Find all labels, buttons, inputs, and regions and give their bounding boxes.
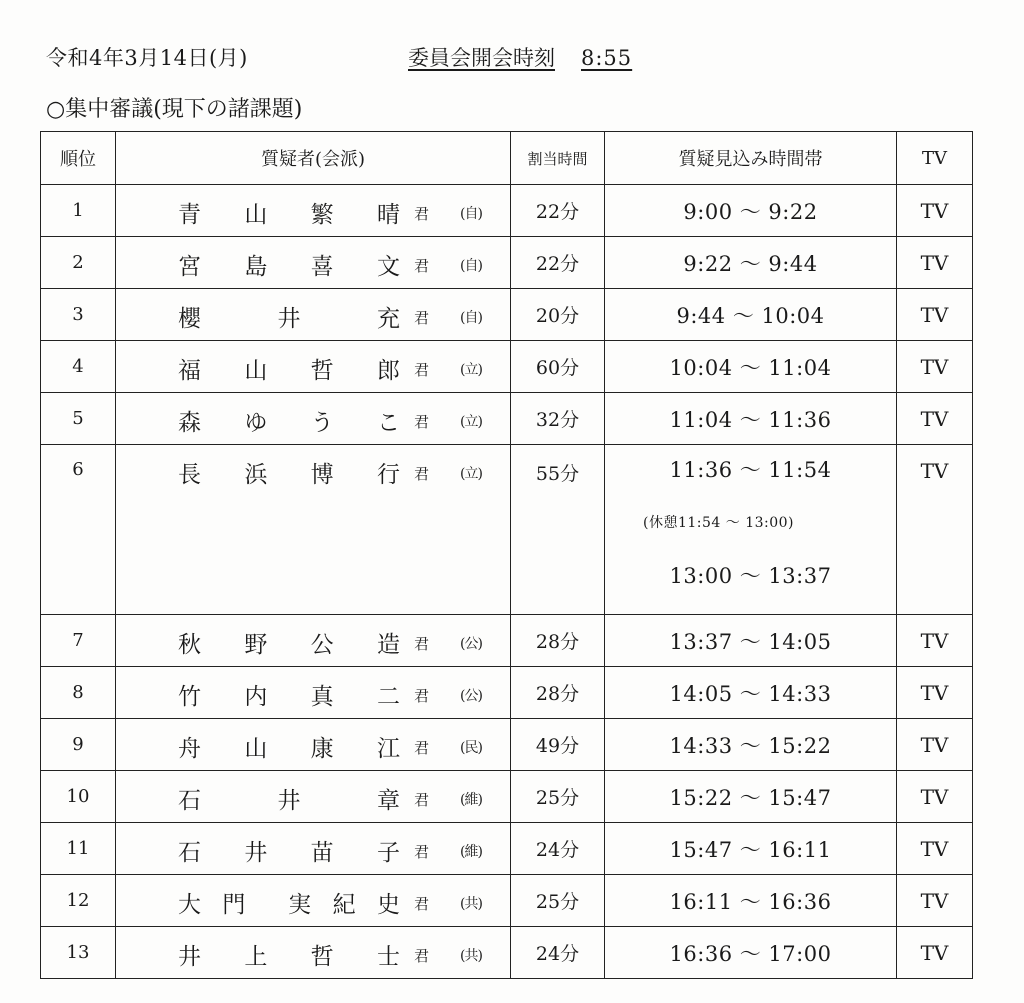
table-row [41,445,973,615]
questioner-name-char: 紀 [332,892,356,918]
time-slot: 10:04 〜 11:04 [669,355,832,380]
rank-cell: 4 [41,341,116,393]
time-slot: 16:11 〜 16:36 [669,889,832,914]
rank-cell: 10 [41,771,116,823]
party-badge: (維) [460,792,482,808]
tv-cell: TV [897,393,973,445]
questioner-name-char: 井 [178,944,201,970]
questioner-name-char: 史 [376,892,400,918]
questioner-name-char: 秋 [178,632,201,658]
time-slot-cell [605,289,897,341]
questioner-name-char: 竹 [178,684,201,710]
questioner-name-char: 島 [244,254,268,280]
table-row [41,823,973,875]
questioner-cell [116,237,511,289]
table-row [41,341,973,393]
honorific: 君 [414,309,430,327]
party-badge: (共) [460,948,482,964]
questioner-name-char: 山 [244,736,268,762]
header-timeslot: 質疑見込み時間帯 [605,132,897,185]
questioner-name-char: 郎 [376,358,400,384]
honorific: 君 [414,205,430,223]
questioner-name-char: 章 [377,788,400,814]
tv-cell: TV [897,615,973,667]
recess-note: (休憩11:54 〜 13:00) [643,515,795,531]
table-row [41,667,973,719]
table-row [41,875,973,927]
rank-cell: 12 [41,875,116,927]
tv-cell: TV [897,771,973,823]
party-badge: (立) [460,362,482,378]
tv-cell: TV [897,445,973,615]
questioner-name-char: 長 [178,462,201,488]
allotted-time-cell: 32分 [511,393,605,445]
questioner-name-char: 内 [244,684,268,710]
questioner-name-char: 大 [178,892,201,918]
tv-cell: TV [897,823,973,875]
honorific: 君 [414,361,430,379]
allotted-time-cell: 20分 [511,289,605,341]
questioner-name-char: 井 [244,840,268,866]
rank-cell: 5 [41,393,116,445]
questioner-name [178,404,400,437]
party-badge: (自) [460,310,482,326]
honorific: 君 [414,895,430,913]
rank-cell: 6 [41,445,116,615]
allotted-time-cell: 60分 [511,341,605,393]
honorific: 君 [414,465,430,483]
questioner-name-char: 行 [376,462,400,488]
rank-cell: 9 [41,719,116,771]
questioner-cell [116,771,511,823]
time-slot-cell [605,185,897,237]
questioner-name-char: 江 [376,736,400,762]
allotted-time-cell: 24分 [511,823,605,875]
rank-cell: 3 [41,289,116,341]
questioner-name-char: 二 [376,684,400,710]
party-badge: (公) [460,636,482,652]
questioner-name [178,196,400,229]
questioner-cell [116,667,511,719]
tv-cell: TV [897,237,973,289]
allotted-time-cell: 22分 [511,185,605,237]
questioner-name-char: 青 [178,202,201,228]
questioner-name [178,678,400,711]
tv-cell: TV [897,875,973,927]
party-badge: (自) [460,206,482,222]
questioner-name-char: 充 [377,306,400,332]
table-row [41,719,973,771]
questioner-name-char: 博 [310,462,334,488]
questioner-name-char: 福 [178,358,201,384]
table-row [41,393,973,445]
questioner-cell [116,393,511,445]
questioner-name-char: 宮 [178,254,201,280]
questioner-name-char: 舟 [178,736,201,762]
questioner-cell [116,445,511,615]
time-slot-resumed: 13:00 〜 13:37 [669,564,832,588]
questioner-name [178,248,400,281]
table-row [41,927,973,979]
questioner-cell [116,615,511,667]
questioner-name-char: 文 [376,254,400,280]
tv-cell: TV [897,185,973,237]
honorific: 君 [414,791,430,809]
questioner-name-char: 繁 [310,202,334,228]
rank-cell: 2 [41,237,116,289]
table-row [41,185,973,237]
allotted-time-cell: 24分 [511,927,605,979]
questioner-name-char: 山 [244,202,268,228]
time-slot: 14:33 〜 15:22 [669,733,832,758]
time-slot: 9:22 〜 9:44 [683,251,818,276]
questioner-name [178,782,400,815]
questioner-name [178,834,400,867]
questioner-name-char: 哲 [310,358,334,384]
questioner-name-char: 森 [178,410,201,436]
questioner-name-char: 浜 [244,462,268,488]
questioner-name-char: 哲 [310,944,334,970]
tv-cell: TV [897,927,973,979]
party-badge: (立) [460,414,482,430]
party-badge: (立) [460,466,482,482]
questioner-name [178,938,400,971]
tv-cell: TV [897,667,973,719]
questioner-name-char: 石 [178,840,201,866]
questioner-name [178,886,400,919]
question-schedule-table [40,131,973,979]
questioner-name-char: 子 [376,840,400,866]
questioner-name-char: 櫻 [178,306,201,332]
time-slot-cell [605,445,897,615]
time-slot-cell [605,719,897,771]
questioner-name-char: 山 [244,358,268,384]
questioner-name-char: 士 [376,944,400,970]
rank-cell: 1 [41,185,116,237]
header-questioner: 質疑者(会派) [116,132,511,185]
party-badge: (自) [460,258,482,274]
honorific: 君 [414,843,430,861]
honorific: 君 [414,947,430,965]
header-allotted: 割当時間 [511,132,605,185]
time-slot-cell [605,615,897,667]
questioner-name-char: 苗 [310,840,334,866]
time-slot-cell [605,875,897,927]
questioner-name-char: 康 [310,736,334,762]
questioner-name-char: 上 [244,944,268,970]
questioner-name-char: う [310,410,334,436]
rank-cell: 8 [41,667,116,719]
time-slot: 16:36 〜 17:00 [669,941,832,966]
allotted-time-cell: 25分 [511,771,605,823]
header-rank: 順位 [41,132,116,185]
table-row [41,289,973,341]
rank-cell: 7 [41,615,116,667]
meeting-start-time: 8:55 [581,46,633,70]
questioner-name-char: 真 [310,684,334,710]
time-slot: 13:37 〜 14:05 [669,629,832,654]
questioner-name [178,300,400,333]
time-slot-cell [605,393,897,445]
questioner-name-char: こ [376,410,400,436]
header-tv: TV [897,132,973,185]
allotted-time-cell: 22分 [511,237,605,289]
party-badge: (共) [460,896,482,912]
questioner-name-char: 造 [376,632,400,658]
time-slot: 9:00 〜 9:22 [683,199,818,224]
tv-cell: TV [897,341,973,393]
session-date: 令和4年3月14日(月) [46,46,248,70]
table-row [41,237,973,289]
questioner-name-char: ゆ [244,410,268,436]
honorific: 君 [414,635,430,653]
time-slot-cell [605,927,897,979]
time-slot-cell [605,341,897,393]
meeting-start-label: 委員会開会時刻 [408,46,555,70]
questioner-cell [116,719,511,771]
party-badge: (維) [460,844,482,860]
questioner-cell [116,289,511,341]
rank-cell: 13 [41,927,116,979]
time-slot-cell [605,823,897,875]
questioner-name-char: 野 [244,632,268,658]
agenda-title: ○集中審議(現下の諸課題) [46,97,303,122]
time-slot-cell [605,237,897,289]
time-slot: 14:05 〜 14:33 [669,681,832,706]
questioner-name-char: 公 [310,632,334,658]
tv-cell: TV [897,719,973,771]
meeting-start [408,42,632,72]
time-slot: 11:36 〜 11:54 [669,458,832,482]
questioner-name-char: 門 [222,892,246,918]
questioner-name [178,456,400,489]
questioner-cell [116,341,511,393]
allotted-time-cell: 25分 [511,875,605,927]
questioner-name [178,352,400,385]
party-badge: (民) [460,740,482,756]
honorific: 君 [414,257,430,275]
time-slot: 11:04 〜 11:36 [669,407,832,432]
rank-cell: 11 [41,823,116,875]
table-header-row [41,132,973,185]
time-slot-cell [605,667,897,719]
table-row [41,615,973,667]
allotted-time-cell: 49分 [511,719,605,771]
table-row [41,771,973,823]
allotted-time-cell: 55分 [511,445,605,615]
questioner-name-char: 晴 [376,202,400,228]
questioner-name-char: 実 [288,892,312,918]
questioner-cell [116,875,511,927]
time-slot: 15:22 〜 15:47 [669,785,832,810]
questioner-cell [116,927,511,979]
party-badge: (公) [460,688,482,704]
questioner-name-char: 石 [178,788,201,814]
allotted-time-cell: 28分 [511,667,605,719]
tv-cell: TV [897,289,973,341]
time-slot-cell [605,771,897,823]
honorific: 君 [414,687,430,705]
time-slot: 15:47 〜 16:11 [669,837,832,862]
questioner-name [178,626,400,659]
questioner-name [178,730,400,763]
time-slot: 9:44 〜 10:04 [676,303,825,328]
questioner-name-char: 喜 [310,254,334,280]
questioner-name-char: 井 [277,788,301,814]
questioner-cell [116,823,511,875]
allotted-time-cell: 28分 [511,615,605,667]
honorific: 君 [414,413,430,431]
honorific: 君 [414,739,430,757]
questioner-name-char: 井 [277,306,301,332]
questioner-cell [116,185,511,237]
